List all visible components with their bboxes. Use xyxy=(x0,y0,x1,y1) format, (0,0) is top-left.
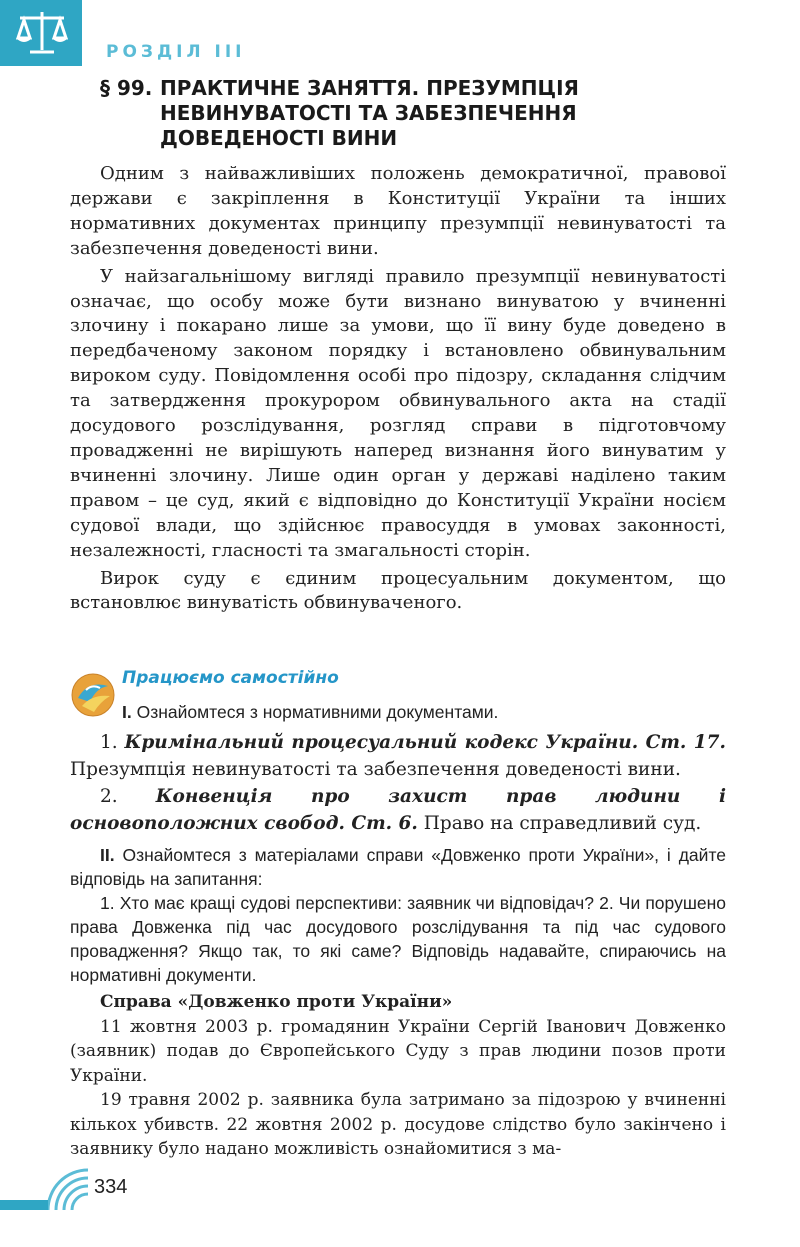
scales-icon xyxy=(14,8,70,58)
title-line: НЕВИНУВАТОСТІ ТА ЗАБЕЗПЕЧЕННЯ xyxy=(160,101,577,125)
page-number: 334 xyxy=(94,1176,128,1198)
case-paragraph: 19 травня 2002 р. заявника була затримано за підозрою у вчиненні кількох убивств. 22 жовтня 2002 р. досудове слідство було закінчено і заявнику було надано можливість ознайомитися з ма- xyxy=(70,1090,726,1159)
document-number: 1. xyxy=(100,732,118,753)
task-one xyxy=(122,702,498,723)
self-work-icon xyxy=(70,672,116,718)
document-text: Право на справедливий суд. xyxy=(423,813,702,834)
task-two-text: Ознайомтеся з матеріалами справи «Довженко проти України», і дайте відповідь на запитання: xyxy=(70,845,726,889)
document-title: Кримінальний процесуальний кодекс України. Ст. 17. xyxy=(124,732,726,753)
document-number: 2. xyxy=(100,786,118,807)
document-text: Презумпція невинуватості та забезпечення доведеності вини. xyxy=(70,759,681,780)
document-item xyxy=(70,783,726,837)
document-title: Конвенція про захист прав людини і основоположних свобод. Ст. 6. xyxy=(70,786,726,834)
title-line: ПРАКТИЧНЕ ЗАНЯТТЯ. ПРЕЗУМПЦІЯ xyxy=(160,76,579,100)
document-list xyxy=(70,729,726,837)
section-label: РОЗДІЛ III xyxy=(106,42,246,62)
self-work-label: Працюємо самостійно xyxy=(122,668,339,688)
case-block xyxy=(70,990,726,1162)
task-two xyxy=(70,843,726,987)
footer-arcs-icon xyxy=(0,1160,90,1210)
title-line: ДОВЕДЕНОСТІ ВИНИ xyxy=(160,126,398,150)
main-text xyxy=(70,162,726,616)
paragraph: Вирок суду є єдиним процесуальним документом, що встановлює винуватість обвинуваченого. xyxy=(70,567,726,614)
paragraph: У найзагальнішому вигляді правило презумпції невинуватості означає, що особу може бути визнано винуватою у вчиненні злочину і покарано лише за умови, що її вину буде доведено в передбаченому законом порядку і встановлено обвинувальним вироком суду. Повідомлення особі про підозру, складання слідчим та затвердження прокурором обвинувального акта на стадії досудового розслідування, розгляд справи в підготовчому провадженні не вирішують наперед визнання його винуватим у вчиненні злочину. Лише один орган у державі наділено таким правом – це суд, який є відповідно до Конституції України носієм судової влади, що здійснює правосуддя в умовах законності, незалежності, гласності та змагальності сторін. xyxy=(70,265,726,561)
task-one-text: Ознайомтеся з нормативними документами. xyxy=(136,702,499,722)
case-title: Справа «Довженко проти України» xyxy=(100,992,453,1012)
section-corner-box xyxy=(0,0,82,66)
task-two-intro xyxy=(70,843,726,891)
case-paragraph: 11 жовтня 2003 р. громадянин України Сергій Іванович Довженко (заявник) подав до Європейського Суду з прав людини позов проти України. xyxy=(70,1016,726,1086)
task-one-numeral: I. xyxy=(122,702,132,722)
task-two-questions: 1. Хто має кращі судові перспективи: заявник чи відповідач? 2. Чи порушено права Довженка під час досудового розслідування та під час судового провадження? Якщо так, то які саме? Відповідь надавайте, спираючись на нормативні документи. xyxy=(70,893,726,985)
document-item xyxy=(70,729,726,783)
task-two-numeral: II. xyxy=(100,845,115,865)
paragraph: Одним з найважливіших положень демократичної, правової держави є закріплення в Конституції України та інших нормативних документах принципу презумпції невинуватості та забезпечення доведеності вини. xyxy=(70,163,726,259)
section-number: § 99. xyxy=(100,76,153,100)
page-title xyxy=(100,76,700,151)
